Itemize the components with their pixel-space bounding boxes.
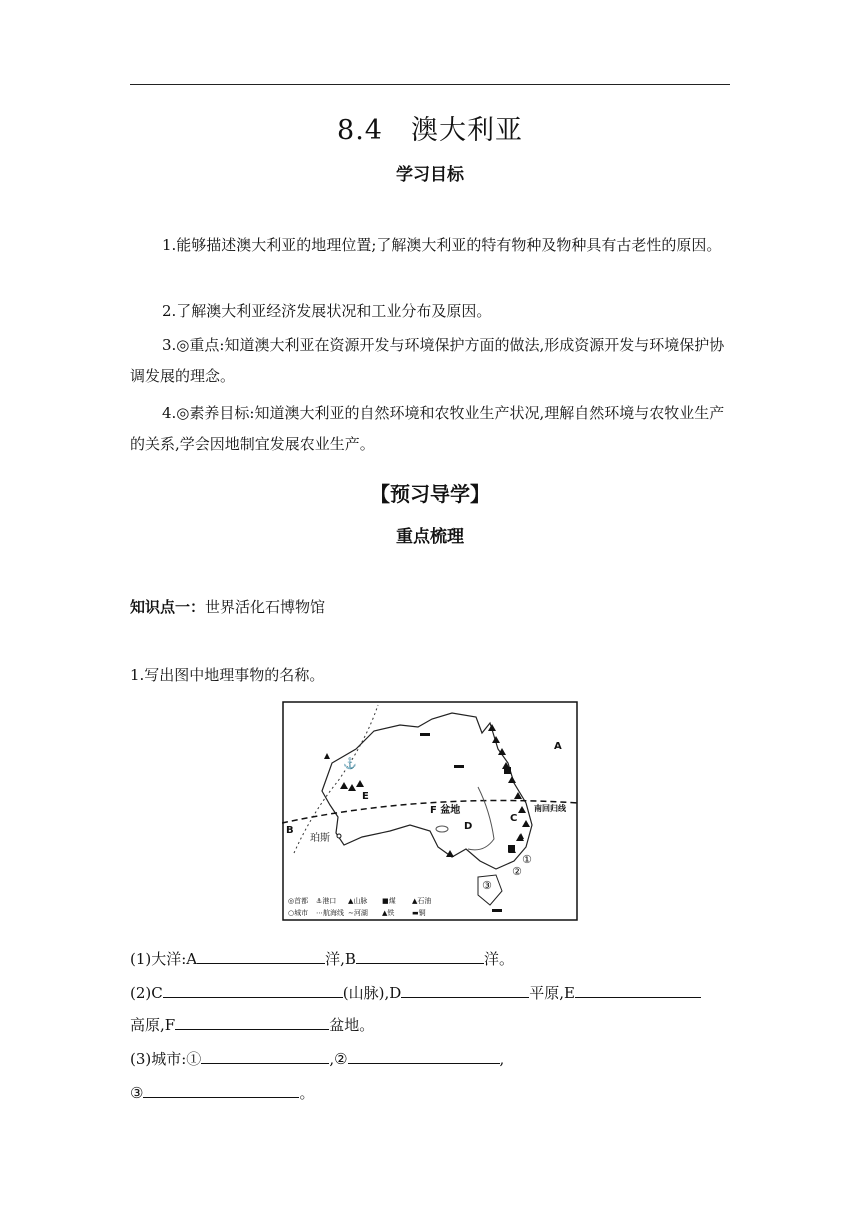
objective-1 [130, 230, 730, 261]
question-prompt: 1.写出图中地理事物的名称。 [130, 666, 325, 684]
basin-F-blank[interactable] [175, 1015, 329, 1030]
knowledge-point-topic: 世界活化石博物馆 [205, 598, 326, 616]
basin-suffix: 盆地。 [329, 1016, 375, 1034]
label-city-1: ① [522, 853, 532, 866]
objective-3-text: 3.◎重点:知道澳大利亚在资源开发与环境保护方面的做法,形成资源开发与环境保护协调发展的理念。 [130, 336, 725, 385]
svg-text:⋯航海线: ⋯航海线 [316, 909, 344, 917]
label-C: C [510, 813, 518, 824]
header-rule [130, 84, 730, 85]
svg-text:◎首都: ◎首都 [288, 897, 309, 905]
label-D: D [464, 821, 473, 832]
cities-middle: ,② [329, 1050, 348, 1068]
svg-text:▲石油: ▲石油 [412, 897, 432, 905]
australia-map [282, 701, 578, 921]
plain-D-blank[interactable] [401, 983, 529, 998]
svg-text:○城市: ○城市 [288, 909, 309, 917]
label-A: A [554, 741, 562, 752]
objective-2-text: 2.了解澳大利亚经济发展状况和工业分布及原因。 [162, 302, 492, 320]
city-3-prefix: ③ [130, 1084, 144, 1102]
label-city-3: ③ [482, 879, 492, 892]
objective-2 [130, 296, 730, 327]
answer-line-2 [130, 982, 701, 1003]
section-heading: 【预习导学】 [370, 482, 490, 506]
objective-1-text: 1.能够描述澳大利亚的地理位置;了解澳大利亚的特有物种及物种具有古老性的原因。 [162, 236, 722, 254]
objective-4 [130, 398, 730, 460]
answer-line-3 [130, 1014, 374, 1035]
objective-4-text: 4.◎素养目标:知道澳大利亚的自然环境和农牧业生产状况,理解自然环境与农牧业生产的关系,学会因地制宜发展农业生产。 [130, 404, 725, 453]
label-city-2: ② [512, 865, 522, 878]
basin-prefix: 高原,F [130, 1016, 176, 1034]
city-1-blank[interactable] [201, 1049, 329, 1064]
oceans-suffix: 洋。 [483, 950, 514, 968]
city-2-blank[interactable] [348, 1049, 500, 1064]
oceans-prefix: (1)大洋:A [130, 950, 198, 968]
city-3-blank[interactable] [143, 1083, 299, 1098]
objectives-heading: 学习目标 [396, 165, 464, 185]
ocean-B-blank[interactable] [356, 949, 484, 964]
oceans-middle: 洋,B [325, 950, 356, 968]
svg-text:⚓港口: ⚓港口 [316, 897, 337, 905]
label-tropic: 南回归线 [534, 804, 566, 813]
landform-middle-2: 平原,E [529, 984, 575, 1002]
knowledge-point-label: 知识点一： [130, 598, 206, 616]
landform-middle: (山脉),D [342, 984, 402, 1002]
ocean-A-blank[interactable] [197, 949, 325, 964]
svg-text:■煤: ■煤 [382, 897, 396, 905]
port-icon: ⚓ [343, 757, 357, 770]
svg-text:▲铁: ▲铁 [382, 909, 395, 917]
objective-3 [130, 330, 730, 392]
cities-comma: , [499, 1050, 505, 1068]
plateau-E-blank[interactable] [575, 983, 701, 998]
svg-text:▲山脉: ▲山脉 [348, 897, 368, 905]
knowledge-point [130, 596, 325, 617]
label-perth: 珀斯 [310, 833, 330, 844]
label-B: B [286, 825, 294, 836]
page-title: 8.4 澳大利亚 [337, 115, 523, 146]
cities-prefix: (3)城市:① [130, 1050, 202, 1068]
answer-line-5 [130, 1082, 314, 1103]
svg-text:∼河湖: ∼河湖 [348, 909, 368, 917]
answer-line-1 [130, 948, 514, 969]
label-E: E [362, 791, 369, 802]
city-3-suffix: 。 [299, 1084, 315, 1102]
landform-prefix: (2)C [130, 984, 163, 1002]
label-F-basin: F 盆地 [430, 805, 461, 816]
section-subheading: 重点梳理 [396, 527, 464, 547]
svg-text:▬铜: ▬铜 [412, 909, 426, 917]
perth-city-marker [337, 834, 341, 838]
mountain-C-blank[interactable] [163, 983, 343, 998]
answer-line-4 [130, 1048, 504, 1069]
